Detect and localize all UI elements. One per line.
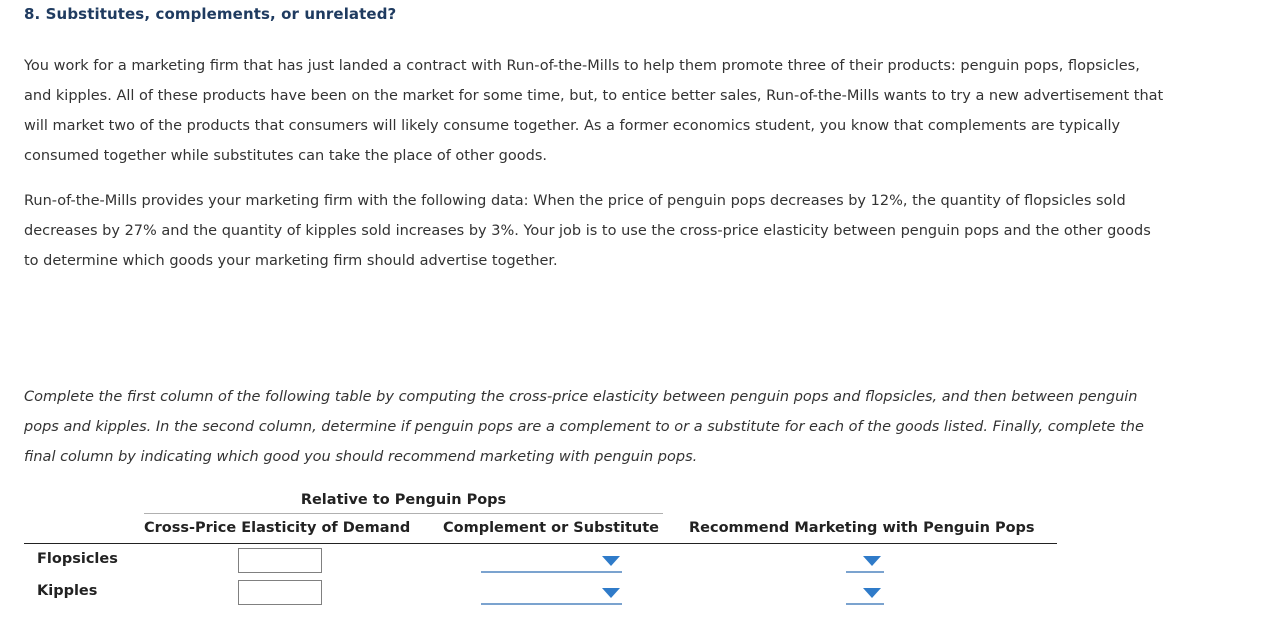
relation-dropdown-kipples[interactable] (481, 583, 622, 605)
triangle-down-icon (602, 556, 620, 566)
elasticity-input-kipples[interactable] (238, 580, 322, 605)
relation-dropdown-flopsicles[interactable] (481, 551, 622, 573)
row-label-kipples: Kipples (37, 583, 98, 599)
data-paragraph: Run-of-the-Mills provides your marketing firm with the following data: When the price of penguin pops decreases by 12%, the quantity of flopsicles sold decreases by 27% and the quantity of kipples sold increases by 3%. Your job is to use the cross-price elasticity between penguin pops and the other goods to determine which goods your marketing firm should advertise together. (24, 193, 1151, 269)
triangle-down-icon (602, 588, 620, 598)
recommend-dropdown-flopsicles[interactable] (846, 551, 884, 573)
group-header-rule (144, 513, 663, 514)
column-header-recommend: Recommend Marketing with Penguin Pops (689, 520, 1035, 536)
column-header-relation: Complement or Substitute (443, 520, 659, 536)
question-title: 8. Substitutes, complements, or unrelated? (24, 5, 397, 23)
group-header: Relative to Penguin Pops (300, 492, 507, 508)
recommend-dropdown-kipples[interactable] (846, 583, 884, 605)
intro-paragraph: You work for a marketing firm that has just landed a contract with Run-of-the-Mills to help them promote three of their products: penguin pops, flopsicles, and kipples. All of these products have been on the market for some time, but, to entice better sales, Run-of-the-Mills wants to try a new advertisement that will market two of the products that consumers will likely consume together. As a former economics student, you know that complements are typically consumed together while substitutes can take the place of other goods. (24, 58, 1164, 164)
header-rule (24, 543, 1057, 544)
column-header-elasticity: Cross-Price Elasticity of Demand (144, 520, 411, 536)
triangle-down-icon (863, 588, 881, 598)
instructions-paragraph: Complete the first column of the following table by computing the cross-price elasticity between penguin pops and flopsicles, and then between penguin pops and kipples. In the second column, determine if penguin pops are a complement to or a substitute for each of the goods listed. Finally, complete the final column by indicating which good you should recommend marketing with penguin pops. (24, 389, 1144, 465)
elasticity-input-flopsicles[interactable] (238, 548, 322, 573)
triangle-down-icon (863, 556, 881, 566)
row-label-flopsicles: Flopsicles (37, 551, 118, 567)
